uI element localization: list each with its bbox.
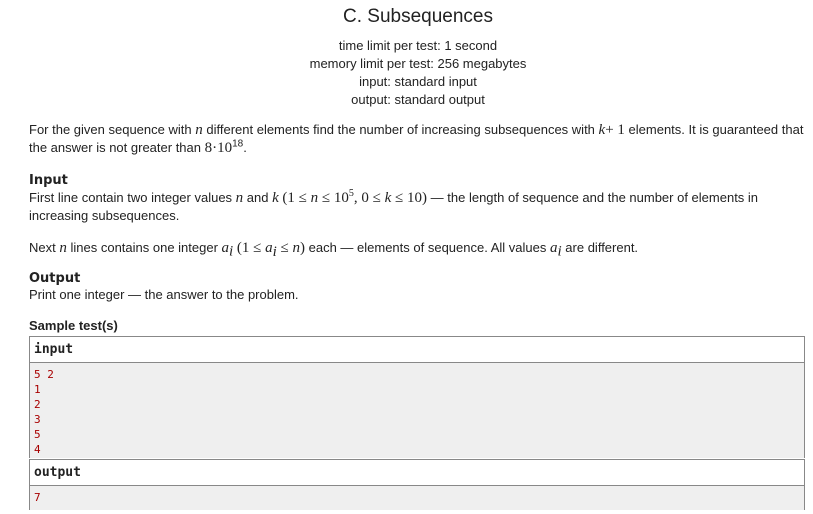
time-limit: time limit per test: 1 second [338, 38, 498, 53]
statement-paragraph: For the given sequence with n different elements find the number of increasing subsequences with k+ 1 elements. It is guaranteed that the answer is not greater than $8\cdot 10^{18}$. [29, 122, 804, 156]
input-spec: First line contain two integer values n and k ($1 \le n \le 10^5$, 0 ≤ k ≤ 10) — the length of sequence and the number of elements in increasing subsequences. [29, 188, 759, 223]
input-line: 5 [34, 427, 41, 441]
problem-title: C. Subsequences [343, 6, 493, 27]
input-line: 1 [34, 382, 41, 396]
sample-input-content[interactable] [30, 363, 804, 458]
sample-input-label: input [30, 337, 804, 363]
sample-output-content[interactable] [30, 486, 804, 510]
input-spec-2: Next n lines contains one integer $a_i$ $(1 \le a_i \le n)$ each — elements of sequence. All values $a_i$ are different. [29, 240, 639, 260]
output-file: output: standard output [351, 92, 485, 107]
sample-output-box [29, 459, 805, 510]
input-line: 3 [34, 412, 41, 426]
input-file: input: standard input [359, 74, 477, 89]
input-line: 5 2 [34, 368, 54, 381]
input-section-title: Input [29, 173, 68, 188]
sample-input-box [29, 336, 805, 458]
output-spec: Print one integer — the answer to the problem. [29, 287, 299, 302]
sample-tests-title: Sample test(s) [29, 318, 118, 333]
output-line: 7 [34, 491, 41, 504]
sample-output-label: output [30, 460, 804, 486]
input-line: 4 [34, 442, 41, 456]
input-line: 2 [34, 397, 41, 411]
memory-limit: memory limit per test: 256 megabytes [309, 56, 527, 71]
output-section-title: Output [29, 271, 81, 286]
limits [0, 37, 813, 109]
